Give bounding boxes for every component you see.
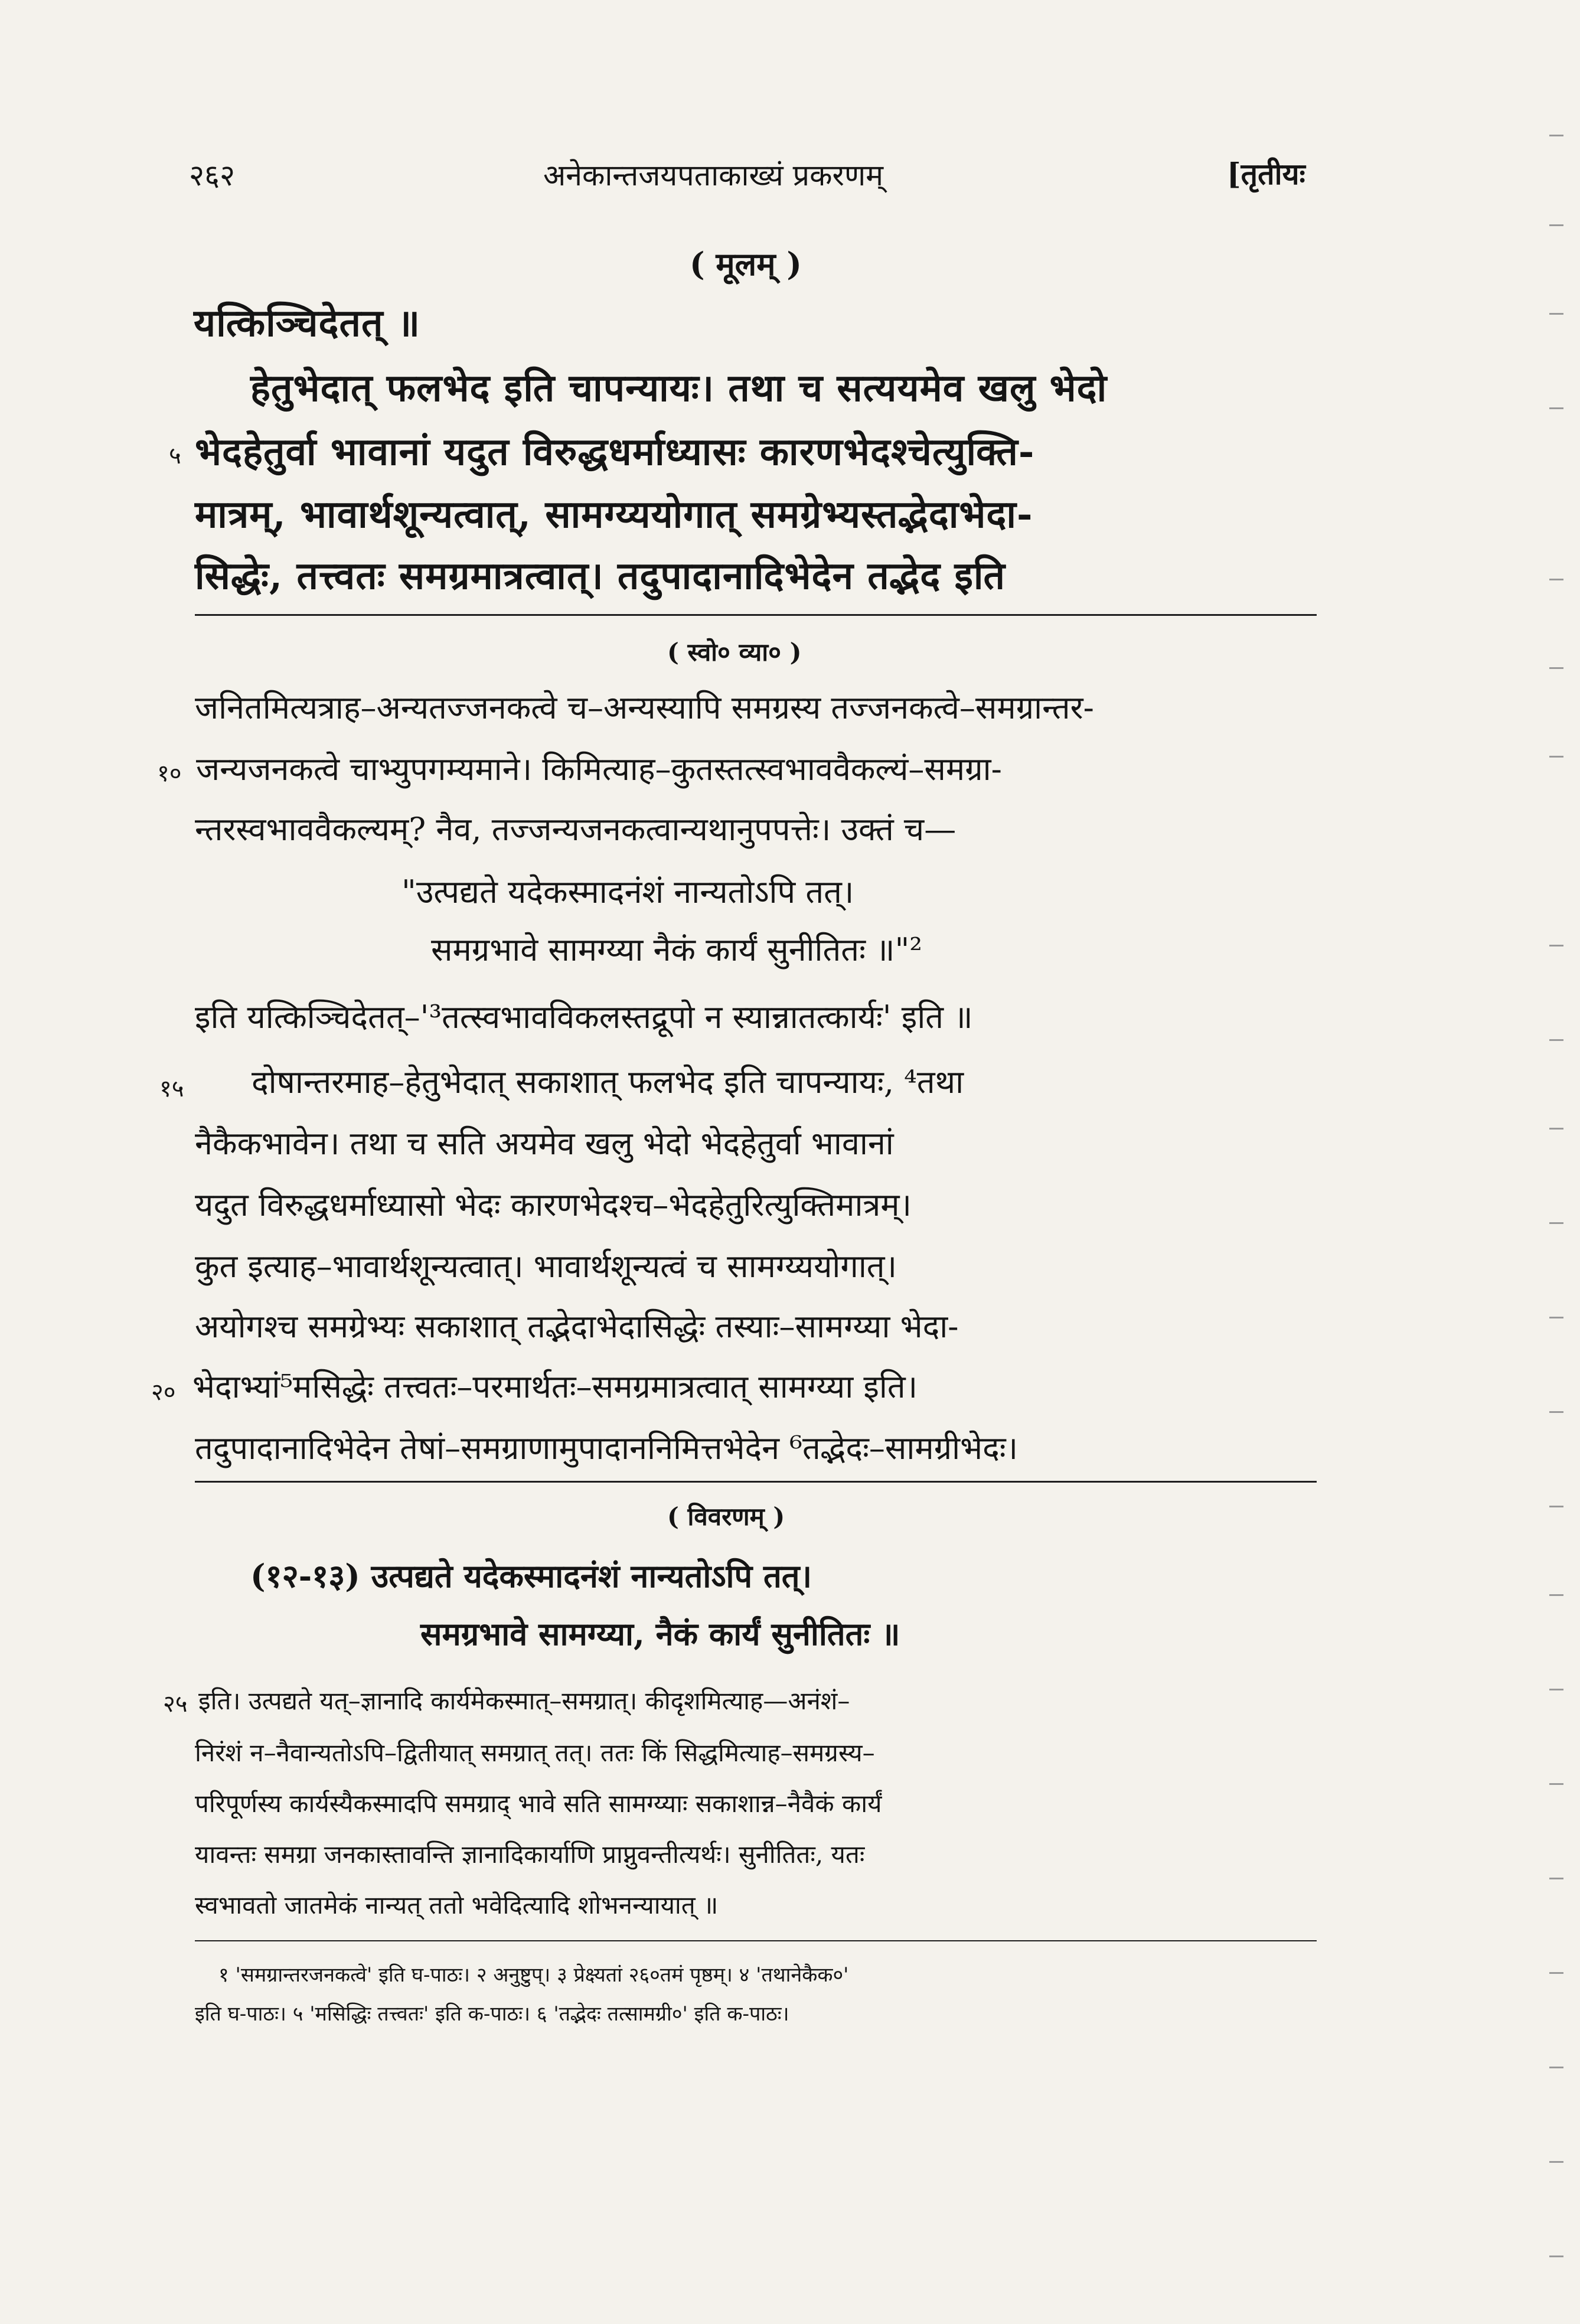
vivaranam-line: स्वभावतो जातमेकं नान्यत् ततो भवेदित्यादि शोभनन्यायात् ॥ (195, 1891, 719, 1920)
margin-mark (1549, 135, 1563, 136)
vivaranam-line: इति। उत्पद्यते यत्–ज्ञानादि कार्यमेकस्मात्–समग्रात्। कीदृशमित्याह—अनंशं– (198, 1686, 850, 1715)
margin-mark (1549, 1506, 1563, 1507)
mulam-line: मात्रम्, भावार्थशून्यत्वात्, सामग्य्ययोगात् समग्रेभ्यस्तद्भेदाभेदा- (195, 492, 1033, 537)
margin-mark (1549, 1783, 1563, 1785)
margin-mark (1549, 579, 1563, 580)
section-divider (195, 614, 1317, 616)
margin-mark (1549, 407, 1563, 409)
vyakhya-line: इति यत्किञ्चिदेतत्–'³तत्स्वभावविकलस्तद्रूपो न स्यान्नातत्कार्यः' इति ॥ (195, 998, 973, 1036)
footnote-divider (195, 1940, 1317, 1941)
section-divider (195, 1481, 1317, 1483)
footnote-line: १ 'समग्रान्तरजनकत्वे' इति घ-पाठः। २ अनुष्टुप्। ३ प्रेक्ष्यतां २६०तमं पृष्ठम्। ४ 'तथानेकैक०' (218, 1963, 849, 1987)
mulam-line: भेदहेतुर्वा भावानां यदुत विरुद्धधर्माध्यासः कारणभेदश्चेत्युक्ति- (195, 430, 1035, 474)
vyakhya-line: भेदाभ्यां⁵मसिद्धेः तत्त्वतः–परमार्थतः–समग्रमात्रत्वात् सामग्य्या इति। (192, 1368, 918, 1405)
margin-mark (1549, 1039, 1563, 1041)
vyakhya-line: नैकैकभावेन। तथा च सति अयमेव खलु भेदो भेदहेतुर्वा भावानां (195, 1125, 894, 1162)
margin-mark (1549, 1594, 1563, 1596)
line-number: २० (151, 1379, 176, 1406)
vivaranam-verse: (१२-१३) उत्पद्यते यदेकस्मादनंशं नान्यतोऽपि तत्। (250, 1557, 812, 1595)
vivaranam-line: परिपूर्णस्य कार्यस्यैकस्मादपि समग्राद् भावे सति सामग्य्याः सकाशान्न–नैवैकं कार्यं (195, 1789, 882, 1818)
margin-mark (1549, 313, 1563, 315)
vyakhya-line: कुत इत्याह–भावार्थशून्यत्वात्। भावार्थशून्यत्वं च सामग्य्ययोगात्। (195, 1248, 897, 1285)
mulam-line: हेतुभेदात् फलभेद इति चापन्यायः। तथा च सत्ययमेव खलु भेदो (250, 366, 1108, 410)
vyakhya-line: जन्यजनकत्वे चाभ्युपगम्यमाने। किमित्याह–कुतस्तत्स्वभाववैकल्यं–समग्रा- (196, 750, 1002, 788)
margin-mark (1549, 1317, 1563, 1318)
margin-mark (1549, 1128, 1563, 1130)
margin-mark (1549, 224, 1563, 226)
margin-mark (1549, 1411, 1563, 1413)
mulam-intro: यत्किञ्चिदेतत् ॥ (194, 301, 421, 345)
margin-mark (1549, 2067, 1563, 2068)
vyakhya-verse: समग्रभावे सामग्य्या नैकं कार्यं सुनीतितः ॥"² (431, 931, 922, 968)
line-number: ५ (169, 442, 181, 469)
vyakhya-line: यदुत विरुद्धधर्माध्यासो भेदः कारणभेदश्च–भेदहेतुरित्युक्तिमात्रम्। (195, 1186, 912, 1223)
mulam-heading: ( मूलम् ) (690, 245, 802, 283)
vyakhya-verse: "उत्पद्यते यदेकस्मादनंशं नान्यतोऽपि तत्। (401, 873, 854, 910)
margin-mark (1549, 2256, 1563, 2257)
vivaranam-heading: ( विवरणम् ) (667, 1502, 785, 1531)
vyakhya-line: जनितमित्यत्राह–अन्यतज्जनकत्वे च–अन्यस्यापि समग्रस्य तज्जनकत्वे–समग्रान्तर- (195, 689, 1094, 726)
page-number: २६२ (189, 158, 235, 192)
vyakhya-line: तदुपादानादिभेदेन तेषां–समग्राणामुपादाननिमित्तभेदेन ⁶तद्भेदः–सामग्रीभेदः। (195, 1429, 1018, 1467)
mulam-line: सिद्धेः, तत्त्वतः समग्रमात्रत्वात्। तदुपादानादिभेदेन तद्भेद इति (195, 554, 1006, 598)
margin-mark (1549, 1222, 1563, 1224)
line-number: २५ (163, 1690, 188, 1718)
margin-mark (1549, 667, 1563, 669)
line-number: १० (157, 760, 182, 787)
footnote-line: इति घ-पाठः। ५ 'मसिद्धिः तत्त्वतः' इति क-पाठः। ६ 'तद्भेदः तत्सामग्री०' इति क-पाठः। (195, 2002, 789, 2026)
vyakhya-line: न्तरस्वभाववैकल्यम्? नैव, तज्जन्यजनकत्वान्यथानुपपत्तेः। उक्तं च— (195, 811, 957, 848)
margin-mark (1549, 1972, 1563, 1974)
vivaranam-line: यावन्तः समग्रा जनकास्तावन्ति ज्ञानादिकार्याणि प्राप्नुवन्तीत्यर्थः। सुनीतितः, यतः (195, 1840, 865, 1869)
vivaranam-verse: समग्रभावे सामग्य्या, नैकं कार्यं सुनीतितः ॥ (420, 1615, 900, 1653)
chapter-label: [तृतीयः (1227, 156, 1305, 191)
margin-mark (1549, 1689, 1563, 1690)
margin-mark (1549, 756, 1563, 758)
running-title: अनेकान्तजयपताकाख्यं प्रकरणम् (543, 158, 883, 192)
vyakhya-heading: ( स्वो० व्या० ) (667, 638, 802, 667)
vyakhya-line: अयोगश्च समग्रेभ्यः सकाशात् तद्भेदाभेदासिद्धेः तस्याः–सामग्य्या भेदा- (195, 1308, 959, 1345)
line-number: १५ (159, 1075, 184, 1102)
vivaranam-line: निरंशं न–नैवान्यतोऽपि–द्वितीयात् समग्रात् तत्। ततः किं सिद्धमित्याह–समग्रस्य– (195, 1738, 875, 1767)
vyakhya-line: दोषान्तरमाह–हेतुभेदात् सकाशात् फलभेद इति चापन्यायः, ⁴तथा (252, 1063, 964, 1101)
margin-mark (1549, 2161, 1563, 2163)
margin-mark (1549, 1878, 1563, 1879)
margin-mark (1549, 945, 1563, 946)
